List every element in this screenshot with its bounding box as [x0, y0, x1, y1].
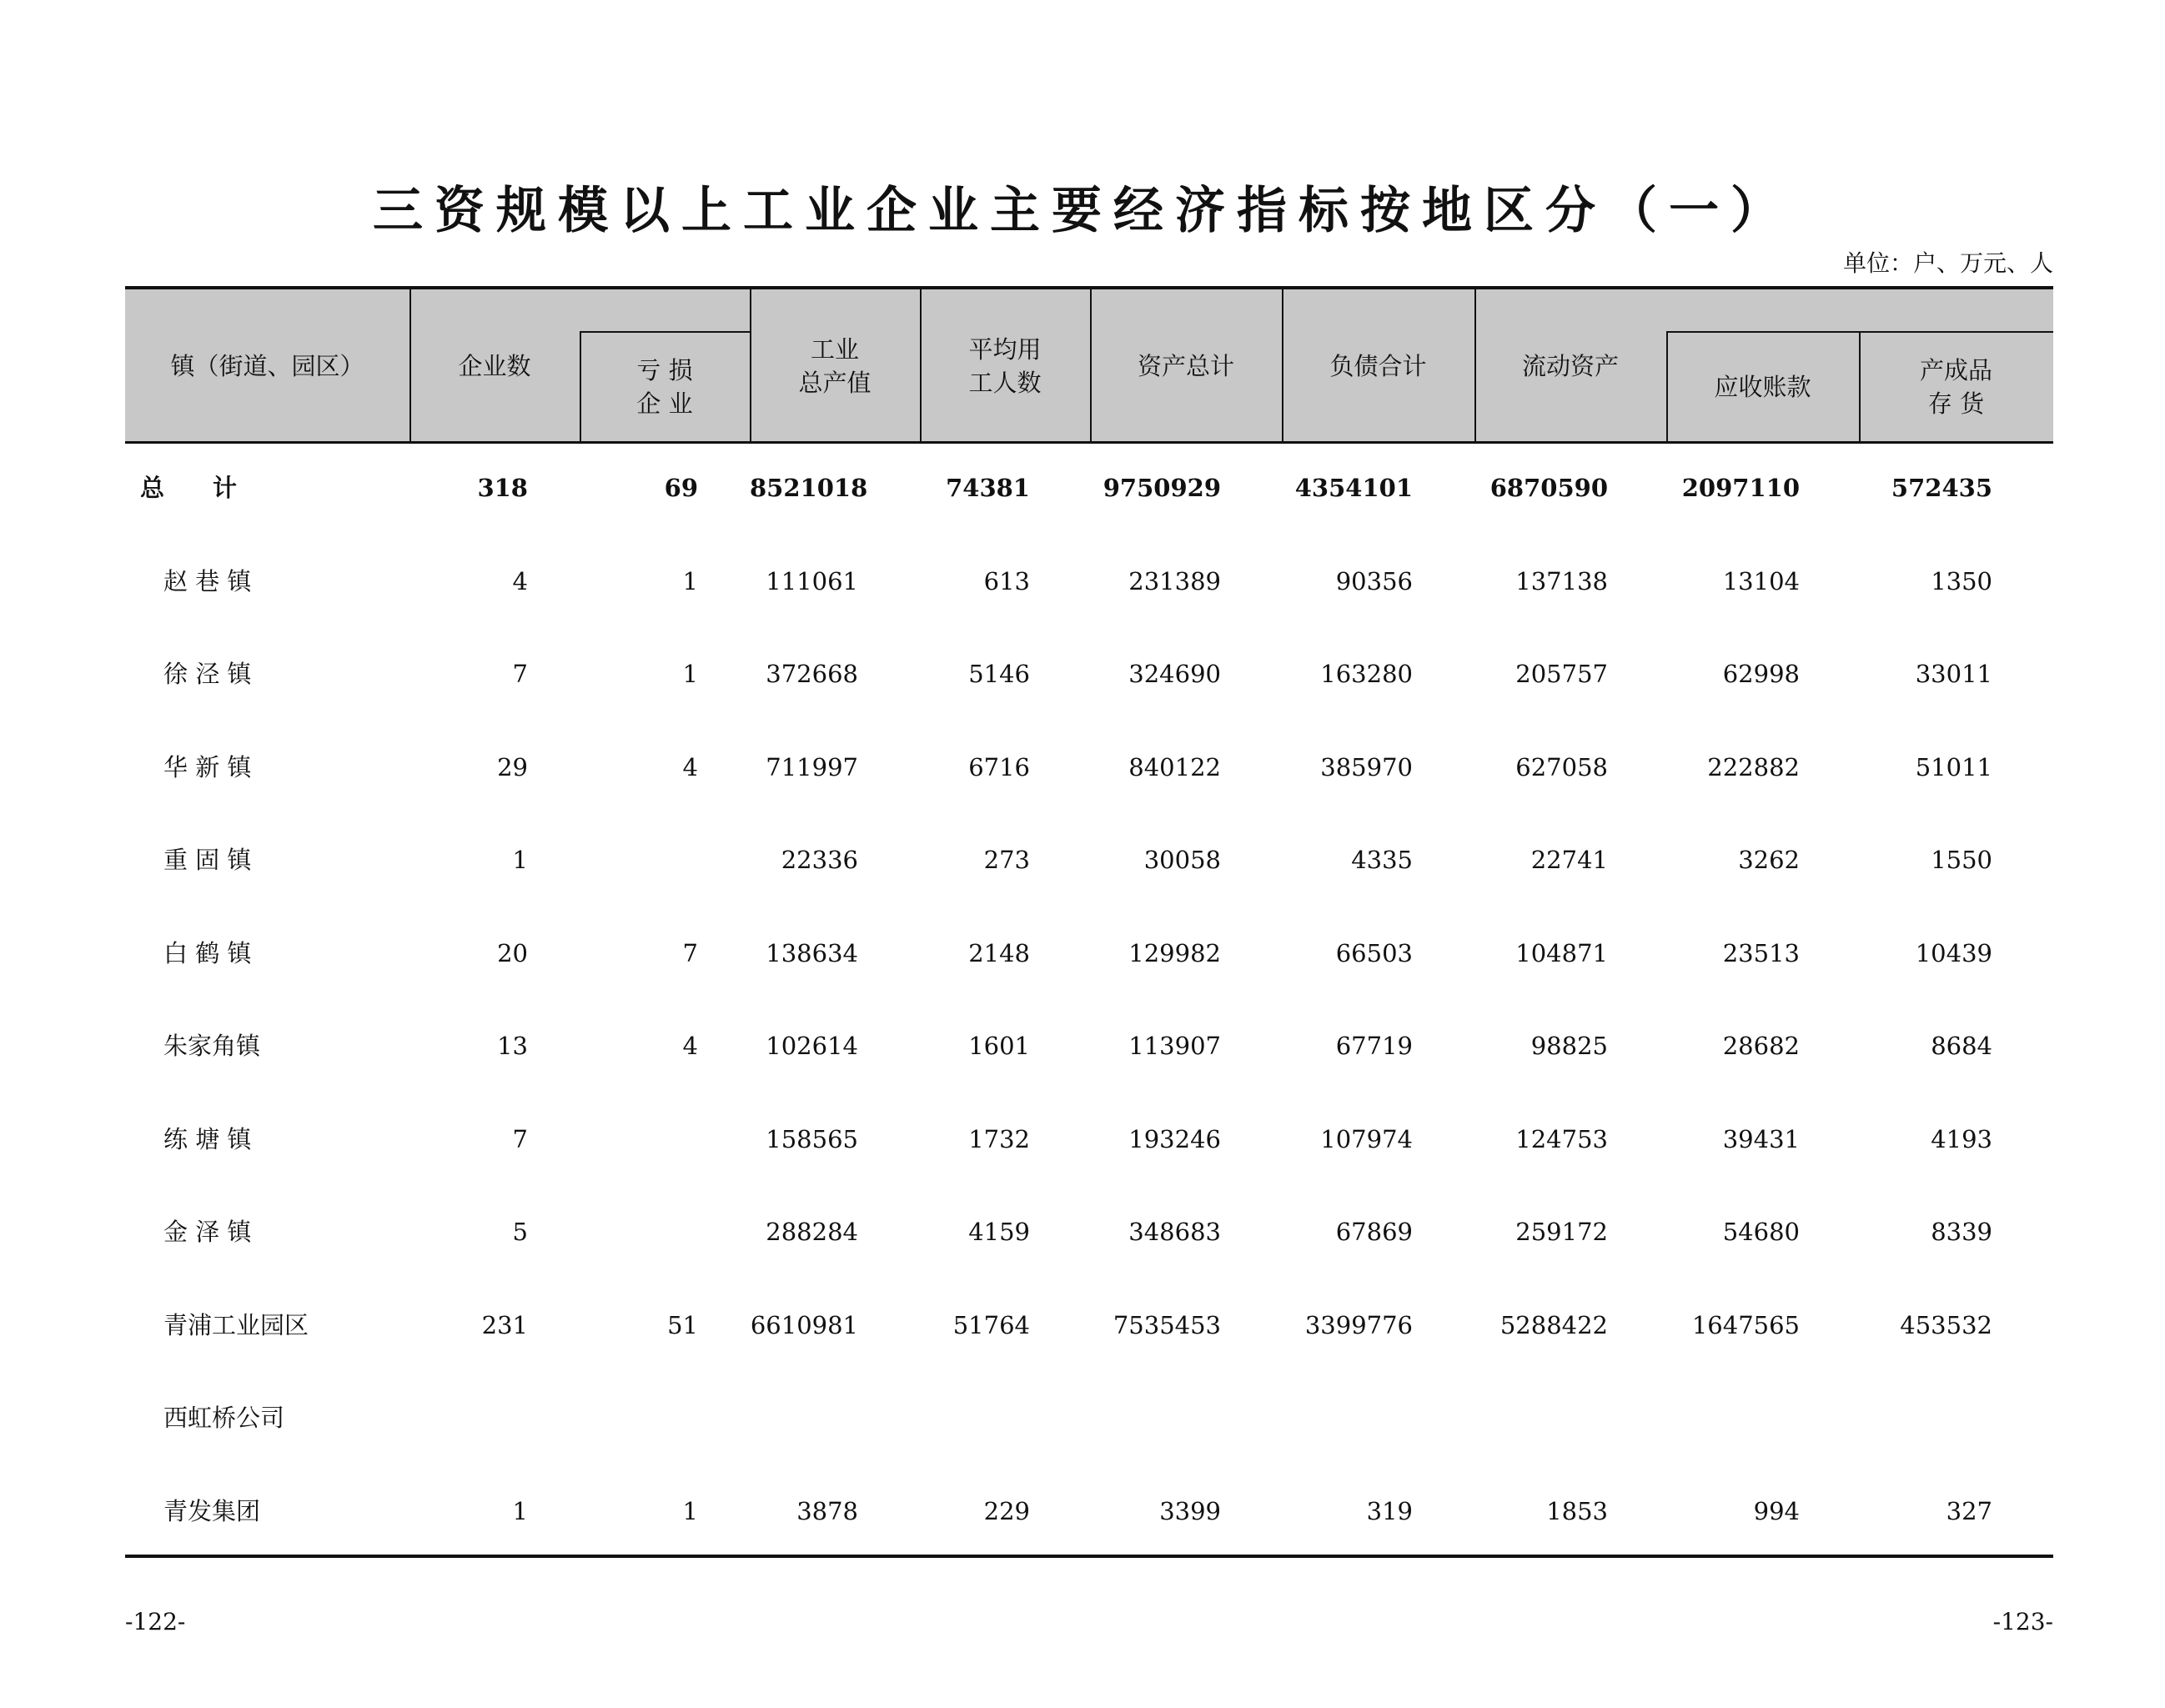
row-name: 华 新 镇: [163, 753, 252, 781]
cell-current-assets: 22741: [1530, 846, 1608, 874]
cell-current-assets: 259172: [1515, 1218, 1608, 1246]
cell-current-assets: 5288422: [1499, 1311, 1608, 1339]
cell-loss: [580, 1207, 698, 1257]
row-name: 白 鹤 镇: [163, 939, 252, 967]
cell-inventory: 453532: [1900, 1311, 1992, 1339]
cell-liabilities: 66503: [1335, 939, 1413, 967]
column-header-loss: 亏 损 企 业: [636, 356, 693, 418]
cell-assets: 113907: [1128, 1032, 1221, 1060]
cell-output: 8521018: [750, 474, 868, 502]
table-row: [125, 1207, 2053, 1257]
cell-current-assets: 104871: [1515, 939, 1608, 967]
column-header-region: 镇（街道、园区）: [170, 352, 364, 380]
cell-liabilities: 90356: [1335, 567, 1413, 595]
page-title: 三资规模以上工业企业主要经济指标按地区分（一）: [373, 182, 1792, 240]
column-header-enterprises: 企业数: [458, 352, 531, 380]
cell-loss: 1: [682, 1497, 698, 1525]
cell-receivables: 1647565: [1691, 1311, 1800, 1339]
cell-liabilities: 319: [1366, 1497, 1413, 1525]
column-header-current-assets: 流动资产: [1521, 352, 1619, 380]
cell-inventory: 327: [1946, 1497, 1992, 1525]
row-name: 赵 巷 镇: [163, 567, 252, 595]
column-header-inventory: 产成品 存 货: [1919, 356, 1992, 418]
cell-loss: 69: [664, 474, 698, 502]
cell-enterprises: 20: [497, 939, 528, 967]
table-row: [125, 556, 2053, 606]
cell-assets: 9750929: [1103, 474, 1221, 502]
cell-enterprises: 7: [512, 660, 528, 688]
cell-employees: 1732: [968, 1125, 1030, 1153]
cell-assets: 7535453: [1113, 1311, 1221, 1339]
cell-assets: [1090, 1393, 1221, 1443]
cell-enterprises: 5: [512, 1218, 528, 1246]
cell-loss: 4: [682, 753, 698, 781]
cell-receivables: 54680: [1722, 1218, 1800, 1246]
row-name: 重 固 镇: [163, 846, 252, 874]
column-header-employees: 平均用 工人数: [968, 335, 1042, 397]
cell-liabilities: 163280: [1320, 660, 1413, 688]
cell-receivables: [1666, 1393, 1800, 1443]
cell-inventory: 10439: [1915, 939, 1992, 967]
cell-employees: 51764: [952, 1311, 1030, 1339]
row-name: 练 塘 镇: [163, 1125, 252, 1153]
cell-current-assets: 124753: [1515, 1125, 1608, 1153]
cell-current-assets: 137138: [1515, 567, 1608, 595]
cell-loss: 1: [682, 660, 698, 688]
cell-current-assets: 98825: [1530, 1032, 1608, 1060]
table-row-total: [125, 463, 2053, 513]
cell-assets: 193246: [1128, 1125, 1221, 1153]
cell-assets: 840122: [1128, 753, 1221, 781]
cell-inventory: [1859, 1393, 1992, 1443]
cell-receivables: 62998: [1722, 660, 1800, 688]
cell-loss: 51: [667, 1311, 698, 1339]
cell-employees: 5146: [968, 660, 1030, 688]
cell-liabilities: 385970: [1320, 753, 1413, 781]
cell-receivables: 13104: [1722, 567, 1800, 595]
cell-inventory: 1350: [1931, 567, 1992, 595]
cell-loss: [580, 1393, 698, 1443]
cell-inventory: 51011: [1915, 753, 1992, 781]
cell-liabilities: 67719: [1335, 1032, 1413, 1060]
cell-enterprises: 318: [477, 474, 528, 502]
row-name: 青浦工业园区: [163, 1311, 309, 1339]
cell-assets: 3399: [1159, 1497, 1221, 1525]
cell-inventory: 1550: [1931, 846, 1992, 874]
cell-output: 288284: [766, 1218, 858, 1246]
cell-receivables: 28682: [1722, 1032, 1800, 1060]
cell-receivables: 39431: [1722, 1125, 1800, 1153]
cell-employees: 229: [983, 1497, 1030, 1525]
cell-loss: [580, 1114, 698, 1164]
row-name: 徐 泾 镇: [163, 660, 252, 688]
cell-inventory: 8339: [1931, 1218, 1992, 1246]
cell-receivables: 3262: [1738, 846, 1800, 874]
table-row: [125, 742, 2053, 792]
cell-output: [750, 1393, 858, 1443]
cell-liabilities: 4354101: [1294, 474, 1413, 502]
cell-enterprises: 231: [481, 1311, 528, 1339]
cell-enterprises: 1: [512, 846, 528, 874]
cell-current-assets: 205757: [1515, 660, 1608, 688]
table-bottom-rule: [125, 1555, 2053, 1558]
cell-inventory: 4193: [1931, 1125, 1992, 1153]
cell-current-assets: 627058: [1515, 753, 1608, 781]
cell-output: 6610981: [750, 1311, 858, 1339]
page-number-left: -122-: [125, 1608, 186, 1635]
cell-output: 711997: [766, 753, 858, 781]
cell-enterprises: 29: [497, 753, 528, 781]
cell-liabilities: 4335: [1351, 846, 1413, 874]
page-number-right: -123-: [1992, 1608, 2053, 1635]
column-header-assets: 资产总计: [1137, 352, 1234, 380]
cell-employees: 1601: [968, 1032, 1030, 1060]
row-name: 金 泽 镇: [163, 1218, 252, 1246]
table-row: [125, 1114, 2053, 1164]
cell-loss: 4: [682, 1032, 698, 1060]
cell-liabilities: 107974: [1320, 1125, 1413, 1153]
cell-current-assets: 1853: [1546, 1497, 1608, 1525]
cell-liabilities: [1282, 1393, 1413, 1443]
row-name: 西虹桥公司: [163, 1404, 285, 1432]
column-header-liabilities: 负债合计: [1329, 352, 1427, 380]
cell-employees: 273: [983, 846, 1030, 874]
cell-enterprises: [409, 1393, 528, 1443]
row-name: 朱家角镇: [163, 1032, 261, 1060]
cell-liabilities: 67869: [1335, 1218, 1413, 1246]
cell-receivables: 994: [1753, 1497, 1800, 1525]
cell-employees: 74381: [946, 474, 1030, 502]
row-name: 青发集团: [163, 1497, 261, 1525]
row-name: 总 计: [140, 474, 238, 502]
column-header-receivables: 应收账款: [1714, 373, 1811, 401]
table-row: [125, 649, 2053, 699]
cell-output: 102614: [766, 1032, 858, 1060]
cell-enterprises: 4: [512, 567, 528, 595]
cell-current-assets: 6870590: [1489, 474, 1608, 502]
cell-output: 22336: [781, 846, 858, 874]
cell-assets: 30058: [1143, 846, 1221, 874]
cell-liabilities: 3399776: [1304, 1311, 1413, 1339]
cell-enterprises: 7: [512, 1125, 528, 1153]
cell-output: 372668: [766, 660, 858, 688]
table-row: [125, 1300, 2053, 1350]
table-row: [125, 1486, 2053, 1536]
table-row: [125, 835, 2053, 885]
cell-inventory: 8684: [1931, 1032, 1992, 1060]
cell-assets: 348683: [1128, 1218, 1221, 1246]
cell-employees: 6716: [968, 753, 1030, 781]
table-row: [125, 1393, 2053, 1443]
cell-employees: 613: [983, 567, 1030, 595]
table-row: [125, 1021, 2053, 1071]
cell-loss: 7: [682, 939, 698, 967]
cell-output: 158565: [766, 1125, 858, 1153]
cell-receivables: 222882: [1707, 753, 1800, 781]
table-row: [125, 928, 2053, 978]
column-header-output: 工业 总产值: [798, 335, 872, 397]
cell-output: 138634: [766, 939, 858, 967]
cell-enterprises: 1: [512, 1497, 528, 1525]
cell-employees: 4159: [968, 1218, 1030, 1246]
cell-assets: 324690: [1128, 660, 1221, 688]
cell-assets: 129982: [1128, 939, 1221, 967]
cell-receivables: 2097110: [1681, 474, 1800, 502]
cell-output: 111061: [766, 567, 858, 595]
cell-loss: [580, 835, 698, 885]
unit-label: 单位：户、万元、人: [1842, 249, 2053, 277]
cell-enterprises: 13: [497, 1032, 528, 1060]
cell-current-assets: [1474, 1393, 1608, 1443]
cell-employees: 2148: [968, 939, 1030, 967]
cell-receivables: 23513: [1722, 939, 1800, 967]
cell-inventory: 33011: [1915, 660, 1992, 688]
cell-assets: 231389: [1128, 567, 1221, 595]
cell-loss: 1: [682, 567, 698, 595]
cell-inventory: 572435: [1891, 474, 1992, 502]
cell-output: 3878: [796, 1497, 858, 1525]
cell-employees: [920, 1393, 1030, 1443]
